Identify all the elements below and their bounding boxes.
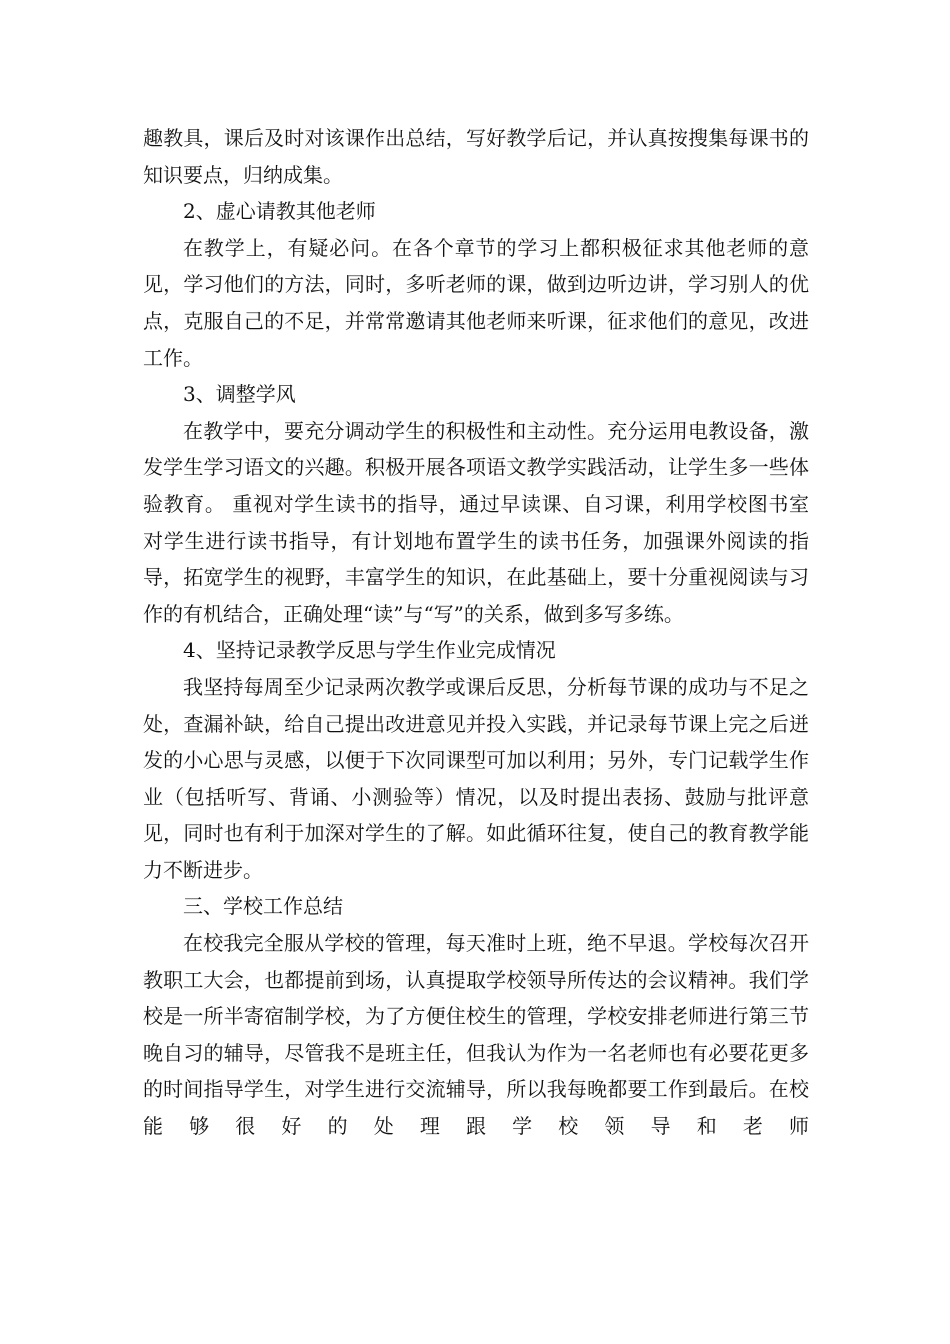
heading-2: 2、虚心请教其他老师 [183, 199, 376, 224]
heading-6: 4、坚持记录教学反思与学生作业完成情况 [183, 638, 556, 663]
paragraph-1: 趣教具，课后及时对该课作出总结，写好教学后记，并认真按搜集每课书的知识要点，归纳成集。 [143, 126, 809, 187]
heading-8: 三、学校工作总结 [183, 894, 343, 919]
paragraph-5: 在教学中，要充分调动学生的积极性和主动性。充分运用电教设备，激发学生学习语文的兴趣。积极开展各项语文教学实践活动，让学生多一些体验教育。 重视对学生读书的指导，通过早读课、自习课，利用学校图书室对学生进行读书指导，有计划地布置学生的读书任务，加强课外阅读的指导，拓宽学生的视野，丰富学生的知识，在此基础上，要十分重视阅读与习作的有机结合，正确处理“读”与“写”的关系，做到多写多练。 [143, 418, 809, 626]
paragraph-7: 我坚持每周至少记录两次教学或课后反思，分析每节课的成功与不足之处，查漏补缺，给自己提出改进意见并投入实践，并记录每节课上完之后迸发的小心思与灵感，以便于下次同课型可加以利用；另外，专门记载学生作业（包括听写、背诵、小测验等）情况，以及时提出表扬、鼓励与批评意见，同时也有利于加深对学生的了解。如此循环往复，使自己的教育教学能力不断进步。 [143, 674, 809, 882]
document-page [143, 120, 809, 1145]
paragraph-9: 在校我完全服从学校的管理，每天准时上班，绝不早退。学校每次召开教职工大会，也都提前到场，认真提取学校领导所传达的会议精神。我们学校是一所半寄宿制学校，为了方便住校生的管理，学校安排老师进行第三节晚自习的辅导，尽管我不是班主任，但我认为作为一名老师也有必要花更多的时间指导学生，对学生进行交流辅导，所以我每晚都要工作到最后。在校能够很好的处理跟学校领导和老师 [143, 931, 809, 1139]
heading-4: 3、调整学风 [183, 382, 296, 407]
paragraph-3: 在教学上，有疑必问。在各个章节的学习上都积极征求其他老师的意见，学习他们的方法，同时，多听老师的课，做到边听边讲，学习别人的优点，克服自己的不足，并常常邀请其他老师来听课，征求他们的意见，改进工作。 [143, 235, 809, 370]
